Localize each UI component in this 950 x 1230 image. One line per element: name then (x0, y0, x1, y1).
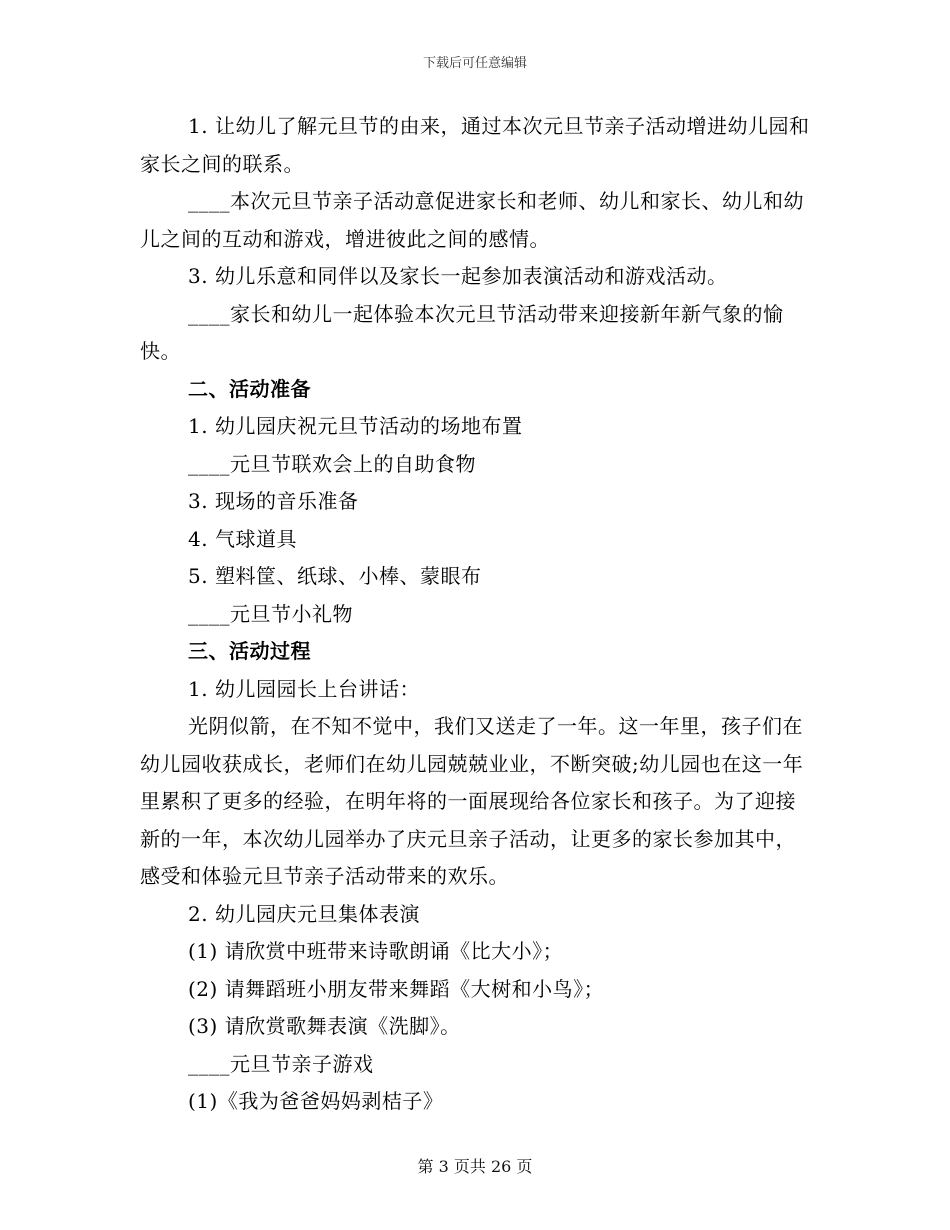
paragraph: 2. 幼儿园庆元旦集体表演 (188, 901, 420, 926)
paragraph: 1. 让幼儿了解元旦节的由来，通过本次元旦节亲子活动增进幼儿园和家长之间的联系。 (140, 114, 810, 176)
paragraph: ____元旦节小礼物 (188, 601, 353, 626)
page-footer: 第 3 页共 26 页 (417, 1157, 533, 1176)
document-body (140, 108, 810, 1121)
paragraph: ____元旦节亲子游戏 (188, 1051, 374, 1076)
paragraph: 1. 幼儿园园长上台讲话： (188, 676, 420, 701)
paragraph: (2) 请舞蹈班小朋友带来舞蹈《大树和小鸟》； (188, 976, 605, 1001)
paragraph: ____本次元旦节亲子活动意促进家长和老师、幼儿和家长、幼儿和幼儿之间的互动和游戏，增进彼此之间的感情。 (140, 189, 804, 251)
paragraph: 3. 现场的音乐准备 (188, 489, 359, 513)
page-header: 下载后可任意编辑 (422, 56, 527, 71)
paragraph: (1) 请欣赏中班带来诗歌朗诵《比大小》； (188, 939, 564, 963)
paragraph: 5. 塑料筐、纸球、小棒、蒙眼布 (188, 564, 482, 588)
section-heading: 二、活动准备 (188, 376, 311, 401)
paragraph: (3) 请欣赏歌舞表演《洗脚》。 (188, 1014, 461, 1038)
paragraph: (1)《我为爸爸妈妈剥桔子》 (188, 1089, 444, 1113)
paragraph: ____元旦节联欢会上的自助食物 (188, 451, 476, 476)
paragraph: 1. 幼儿园庆祝元旦节活动的场地布置 (188, 414, 523, 438)
paragraph: 4. 气球道具 (188, 526, 297, 551)
section-heading: 三、活动过程 (188, 639, 311, 663)
paragraph: ____家长和幼儿一起体验本次元旦节活动带来迎接新年新气象的愉快。 (140, 301, 784, 363)
paragraph: 光阴似箭，在不知不觉中，我们又送走了一年。这一年里，孩子们在幼儿园收获成长，老师们在幼儿园兢兢业业，不断突破;幼儿园也在这一年里累积了更多的经验，在明年将的一面展现给各位家长和孩子。为了迎接新的一年，本次幼儿园举办了庆元旦亲子活动，让更多的家长参加其中，感受和体验元旦节亲子活动带来的欢乐。 (140, 714, 804, 888)
paragraph: 3. 幼儿乐意和同伴以及家长一起参加表演活动和游戏活动。 (188, 264, 728, 288)
